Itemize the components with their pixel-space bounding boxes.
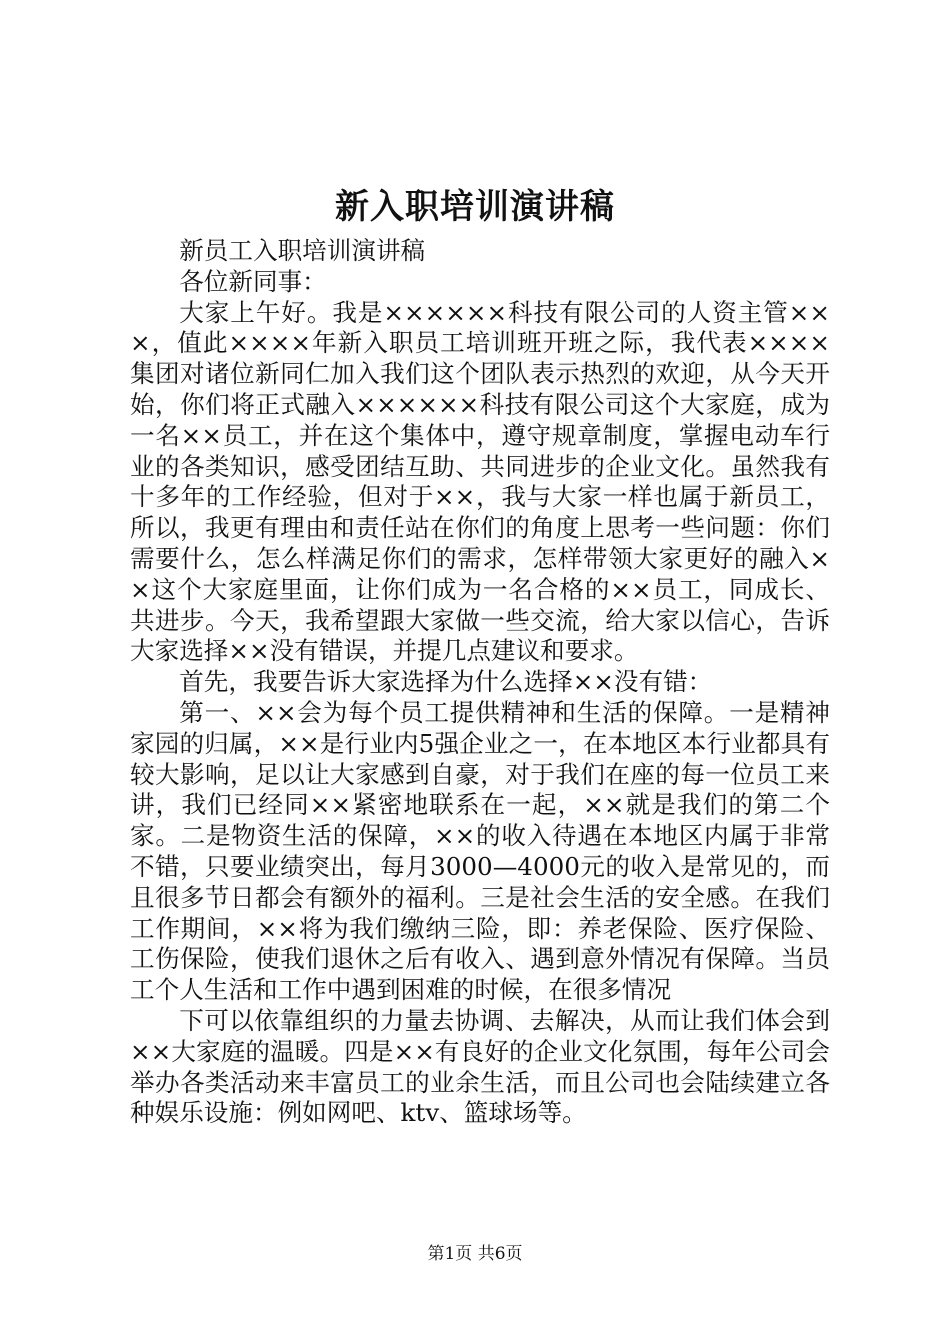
paragraph-continuation: 下可以依靠组织的力量去协调、去解决，从而让我们体会到××大家庭的温暖。四是××有良好的企业文化氛围，每年公司会举办各类活动来丰富员工的业余生活，而且公司也会陆续建立各种娱乐设施：例如网吧、ktv、篮球场等。 [130,1005,830,1128]
document-body [130,236,830,1129]
page-footer: 第1页 共6页 [427,1244,523,1264]
paragraph-introduction: 大家上午好。我是××××××科技有限公司的人资主管×××，值此××××年新入职员工培训班开班之际，我代表××××集团对诸位新同仁加入我们这个团队表示热烈的欢迎，从今天开始，你们将正式融入××××××科技有限公司这个大家庭，成为一名××员工，并在这个集体中，遵守规章制度，掌握电动车行业的各类知识，感受团结互助、共同进步的企业文化。虽然我有十多年的工作经验，但对于××，我与大家一样也属于新员工，所以，我更有理由和责任站在你们的角度上思考一些问题：你们需要什么，怎么样满足你们的需求，怎样带领大家更好的融入××这个大家庭里面，让你们成为一名合格的××员工，同成长、共进步。今天，我希望跟大家做一些交流，给大家以信心，告诉大家选择××没有错误，并提几点建议和要求。 [130,297,830,666]
paragraph-subtitle: 新员工入职培训演讲稿 [179,236,426,265]
paragraph-greeting: 各位新同事： [179,266,327,296]
paragraph-first-point-heading: 首先，我要告诉大家选择为什么选择××没有错： [179,667,713,697]
document-title: 新入职培训演讲稿 [335,187,615,227]
paragraph-first-reason: 第一、××会为每个员工提供精神和生活的保障。一是精神家园的归属，××是行业内5强企业之一，在本地区本行业都具有较大影响，足以让大家感到自豪，对于我们在座的每一位员工来讲，我们已经同××紧密地联系在一起，××就是我们的第二个家。二是物资生活的保障，××的收入待遇在本地区内属于非常不错，只要业绩突出，每月3000—4000元的收入是常见的，而且很多节日都会有额外的福利。三是社会生活的安全感。在我们工作期间，××将为我们缴纳三险，即：养老保险、医疗保险、工伤保险，使我们退休之后有收入、遇到意外情况有保障。当员工个人生活和工作中遇到困难的时候，在很多情况 [130,697,830,1005]
